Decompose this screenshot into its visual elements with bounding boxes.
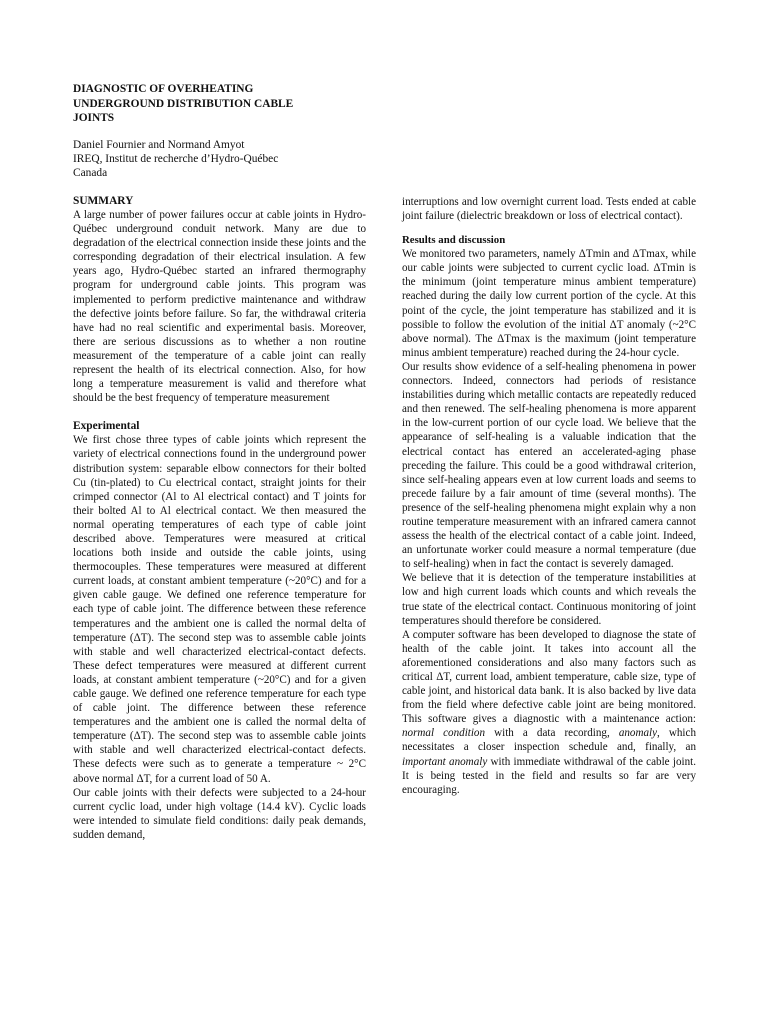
right-column (402, 195, 696, 797)
paper-title (73, 82, 373, 126)
emphasis-anomaly: anomaly (618, 727, 658, 740)
experimental-heading: Experimental (73, 420, 140, 433)
results-paragraph: We monitored two parameters, namely ΔTmin and ΔTmax, while our cable joints were subjected to current cyclic load. ΔTmin is the minimum (joint temperature minus ambient temperature) reached during the daily low current portion of the cycle. At this point of the cycle, the joint temperature has stabilized and it is possible to follow the evolution of the initial ΔT anomaly (~2°C above normal). The ΔTmax is the maximum (joint temperature minus ambient temperature) reached during the 24-hour cycle. (402, 248, 696, 359)
text-run: A computer software has been developed to diagnose the state of health of the cable joint. It takes into account all the aforementioned considerations and also many factors such as critical ΔT, current load, ambient temperature, cable size, type of cable joint, and historical data bank. It is also backed by live data from the field where defective cable joint are being monitored. This software gives a diagnostic with a maintenance action: (402, 628, 696, 726)
results-paragraph: Our results show evidence of a self-healing phenomena in power connectors. Indeed, connectors had periods of resistance instabilities during which metallic contacts are repeatedly reduced and then renewed. The self-healing phenomena is more apparent in the low-current portion of our cycle load. We believe that the appearance of self-healing is a valuable indication that the electrical contact has entered an accelerated-aging phase preceding the failure. This could be a good withdrawal criterion, since self-healing appears even at low current loads and seems to precede failure by a fair amount of time (several months). The presence of the self-healing phenomena might explain why a non routine temperature measurement with an infrared camera cannot assess the health of the electrical contact of a cable joint. Indeed, an unfortunate worker could measure a normal temperature (due to self-healing) when in fact the contact is severely damaged. (402, 360, 696, 571)
title-line: JOINTS (73, 112, 115, 125)
emphasis-important-anomaly: important anomaly (402, 755, 488, 768)
text-run: with a data recording, (485, 727, 619, 740)
text-run: with immediate withdrawal of the cable joint. It is being tested in the field and results so far are very encouraging. (402, 755, 696, 796)
results-paragraph (402, 628, 696, 797)
author-country: Canada (73, 167, 108, 179)
summary-paragraph: A large number of power failures occur at cable joints in Hydro-Québec underground conduit network. Many are due to degradation of the electrical connection inside these joints and the corresponding degradation of their electrical insulation. A few years ago, Hydro-Québec started an infrared thermography program for underground cable joints. This program was implemented to perform predictive maintenance and withdraw the defective joints before failure. So far, the withdrawal criteria have had no real scientific and experimental basis. Moreover, there are serious discussions as to whether a non routine measurement of the temperature of a cable joint can really represent the health of its electrical connection. Also, for how long a temperature measurement is valid and therefore what should be the best frequency of temperature measurement (73, 209, 366, 405)
results-heading: Results and discussion (402, 234, 506, 247)
experimental-paragraph: Our cable joints with their defects were subjected to a 24-hour current cyclic load, under high voltage (14.4 kV). Cyclic loads were intended to simulate field conditions: daily peak demands, sudden demand, (73, 786, 366, 841)
author-institute: IREQ, Institut de recherche d’Hydro-Québec (73, 153, 279, 165)
left-column (73, 194, 366, 842)
emphasis-normal-condition: normal condition (402, 727, 486, 740)
results-paragraph: We believe that it is detection of the temperature instabilities at low and high current loads which counts and which reveals the true state of the electrical contact. Continuous monitoring of joint temperatures should therefore be considered. (402, 572, 696, 627)
author-names: Daniel Fournier and Normand Amyot (73, 139, 245, 151)
text-run: , which necessitates a closer inspection schedule and, finally, an (402, 727, 696, 754)
author-block (73, 138, 373, 180)
continuation-paragraph: interruptions and low overnight current load. Tests ended at cable joint failure (dielectric breakdown or loss of electrical contact). (402, 196, 696, 223)
title-line: UNDERGROUND DISTRIBUTION CABLE (73, 97, 294, 110)
experimental-paragraph: We first chose three types of cable joints which represent the variety of electrical connections found in the underground power distribution system: separable elbow connectors for their bolted Cu (tin-plated) to Cu electrical contact, straight joints for their crimped connector (Al to Al electrical contact) and T joints for their bolted Al to Al electrical contact. We then measured the normal operating temperatures of each type of cable joint described above. Temperatures were measured at critical locations both inside and outside the cable joints, using thermocouples. These temperatures were measured at different current loads, at constant ambient temperature (~20°C) and for a given cable gauge. We defined one reference temperature for each type of cable joint. The difference between these reference temperatures and the ambient one is called the normal delta of temperature (ΔT). The second step was to assemble cable joints with stable and well characterized electrical-contact defects. These defect temperatures were measured at different current loads, at constant ambient temperature (~20°C) and for a given cable gauge. We defined one reference temperature for each type of cable joint. The difference between these reference temperatures and the ambient one is called the normal delta of temperature (ΔT). The second step was to assemble cable joints with stable and well characterized electrical-contact defects. These defects were such as to generate a temperature ~ 2°C above normal ΔT, for a current load of 50 A. (73, 434, 366, 785)
summary-heading: SUMMARY (73, 195, 134, 207)
title-line: DIAGNOSTIC OF OVERHEATING (73, 83, 254, 95)
